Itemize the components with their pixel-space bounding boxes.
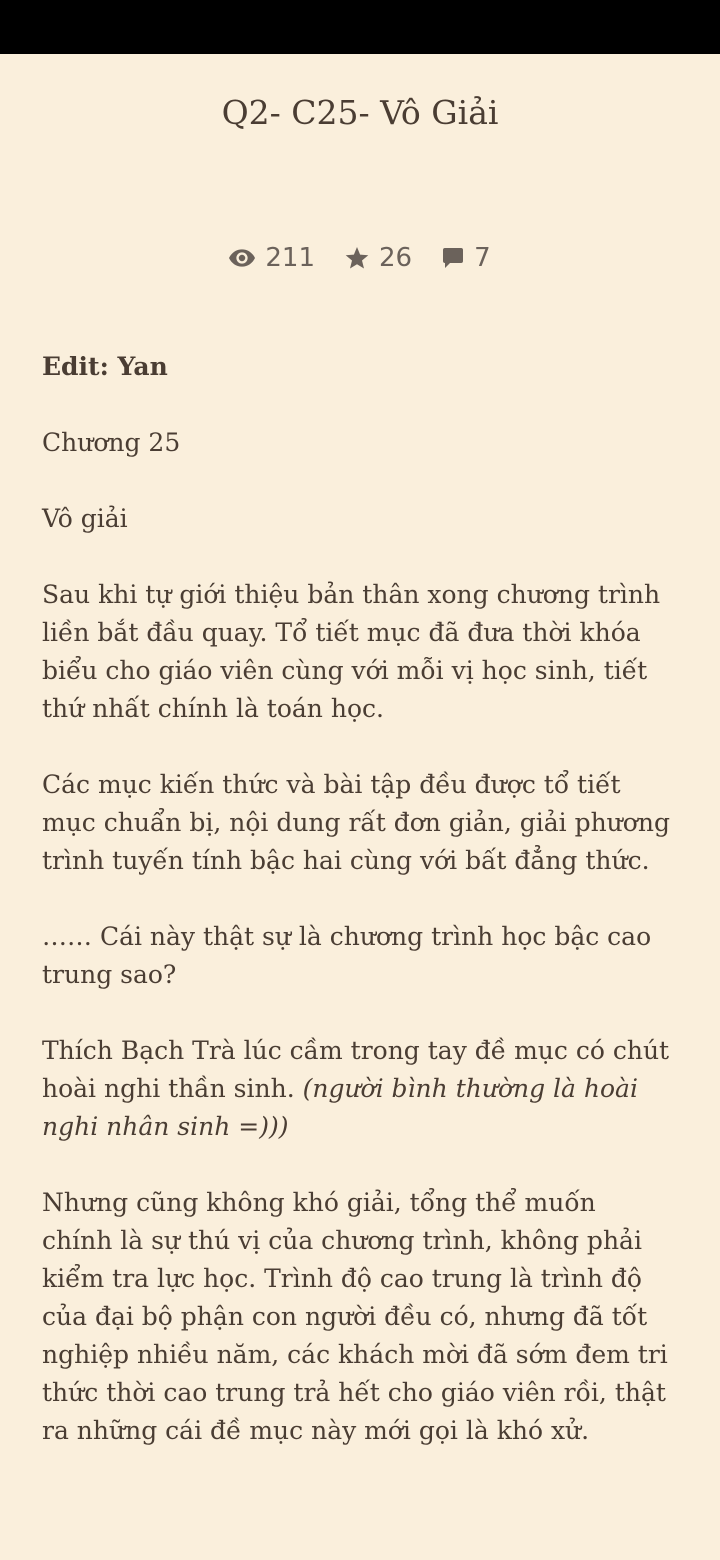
comment-icon xyxy=(442,247,464,269)
paragraph: Chương 25 xyxy=(42,428,181,457)
status-bar xyxy=(0,0,720,54)
chapter-title: Q2- C25- Vô Giải xyxy=(221,93,499,132)
paragraph xyxy=(42,1032,672,1146)
paragraph: Vô giải xyxy=(42,504,128,533)
paragraph-text: Thích Bạch Trà lúc cầm trong tay đề mục có chút hoài nghi thần sinh. xyxy=(42,1036,670,1103)
star-icon xyxy=(345,247,369,270)
views-stat xyxy=(229,243,315,273)
editor-credit: Edit: Yan xyxy=(42,352,168,381)
eye-icon xyxy=(229,249,255,267)
chapter-stats xyxy=(0,243,720,273)
paragraph: Sau khi tự giới thiệu bản thân xong chương trình liền bắt đầu quay. Tổ tiết mục đã đưa thời khóa biểu cho giáo viên cùng với mỗi vị học sinh, tiết thứ nhất chính là toán học. xyxy=(42,580,661,723)
comments-stat xyxy=(442,243,491,273)
paragraph: Nhưng cũng không khó giải, tổng thể muốn chính là sự thú vị của chương trình, không phải kiểm tra lực học. Trình độ cao trung là trình độ của đại bộ phận con người đều có, nhưng đã tốt nghiệp nhiều năm, các khách mời đã sớm đem tri thức thời cao trung trả hết cho giáo viên rồi, thật ra những cái đề mục này mới gọi là khó xử. xyxy=(42,1188,668,1445)
comments-count: 7 xyxy=(474,243,491,273)
views-count: 211 xyxy=(265,243,315,273)
chapter-content xyxy=(42,348,672,1488)
votes-stat xyxy=(345,243,412,273)
votes-count: 26 xyxy=(379,243,413,273)
translator-note: (người bình thường là hoài nghi nhân sinh =))) xyxy=(42,1074,638,1141)
paragraph: Các mục kiến thức và bài tập đều được tổ tiết mục chuẩn bị, nội dung rất đơn giản, giải phương trình tuyến tính bậc hai cùng với bất đẳng thức. xyxy=(42,770,670,875)
paragraph: …… Cái này thật sự là chương trình học bậc cao trung sao? xyxy=(42,922,652,989)
